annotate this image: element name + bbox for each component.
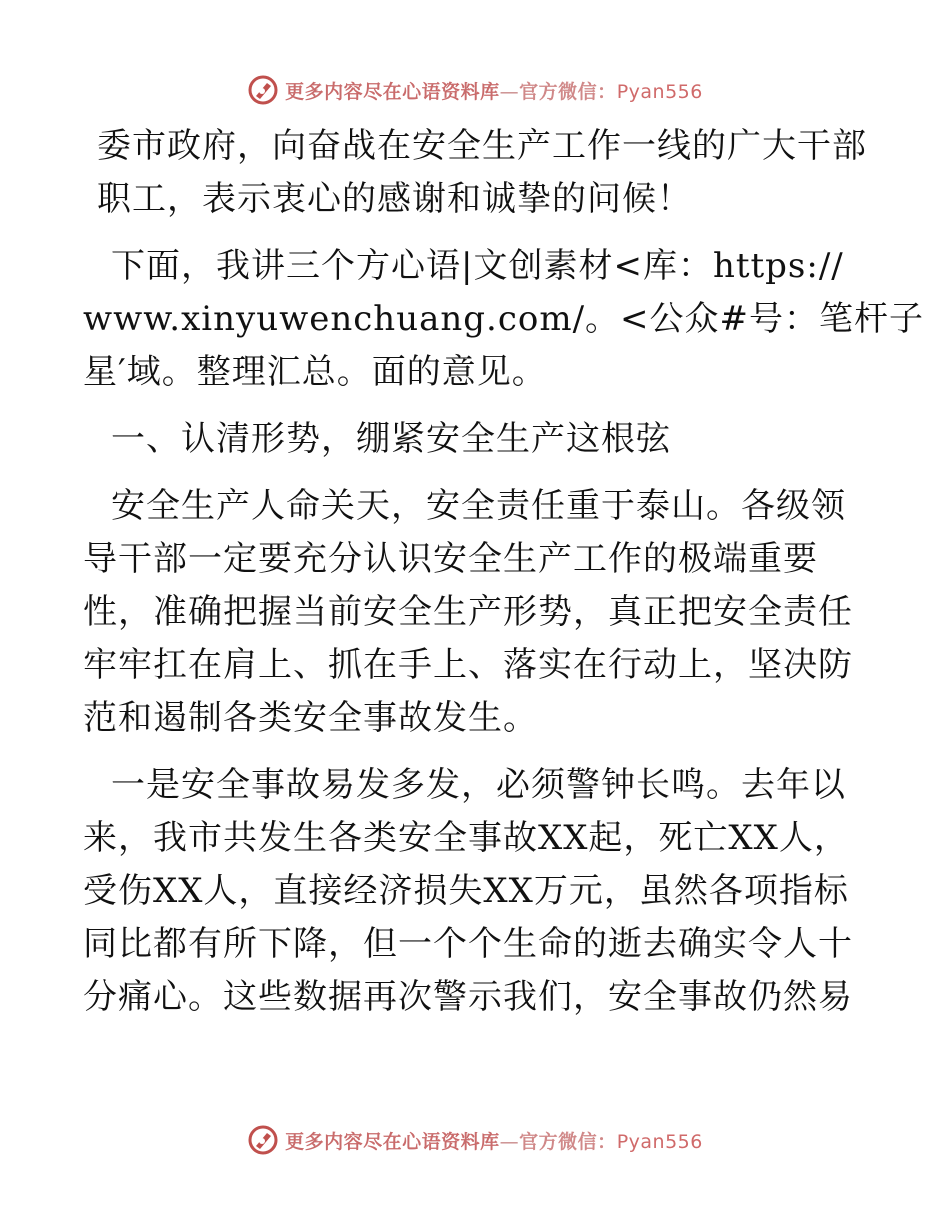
- paragraph-4: [83, 759, 857, 1024]
- text-line: 一是安全事故易发多发，必须警钟长鸣。去年以: [111, 765, 846, 805]
- text-line: 受伤XX人，直接经济损失XX万元，虽然各项指标: [83, 871, 849, 911]
- text-line: 职工，表示衷心的感谢和诚挚的问候！: [97, 179, 692, 219]
- text-line: 来，我市共发生各类安全事故XX起，死亡XX人，: [83, 818, 849, 858]
- brand-logo-icon: [247, 74, 279, 106]
- text-line: 下面，我讲三个方心语|文创素材<库：https://: [111, 246, 844, 286]
- text-line: 分痛心。这些数据再次警示我们，安全事故仍然易: [83, 977, 853, 1017]
- watermark-text: 更多内容尽在心语资料库—官方微信：Pyan556: [285, 1130, 703, 1153]
- footer-watermark: [0, 1120, 950, 1160]
- text-line: 导干部一定要充分认识安全生产工作的极端重要: [83, 539, 818, 579]
- text-line: 安全生产人命关天，安全责任重于泰山。各级领: [111, 486, 846, 526]
- text-line: 性，准确把握当前安全生产形势，真正把安全责任: [83, 592, 853, 632]
- text-line: 牢牢扛在肩上、抓在手上、落实在行动上，坚决防: [83, 645, 853, 685]
- text-line: 委市政府，向奋战在安全生产工作一线的广大干部: [97, 126, 867, 166]
- paragraph-3: [83, 480, 857, 745]
- section-heading: [97, 413, 857, 466]
- text-line: 范和遏制各类安全事故发生。: [83, 698, 538, 738]
- watermark-text: 更多内容尽在心语资料库—官方微信：Pyan556: [285, 80, 703, 103]
- brand-logo-icon: [247, 1124, 279, 1156]
- document-body: [83, 120, 925, 1038]
- paragraph-1: [97, 120, 867, 226]
- text-line: 同比都有所下降，但一个个生命的逝去确实令人十: [83, 924, 853, 964]
- header-watermark: [0, 70, 950, 110]
- paragraph-2: [83, 240, 925, 399]
- text-line: www.xinyuwenchuang.com/。<公众#号：笔杆子: [83, 299, 925, 339]
- text-line: 一、认清形势，绷紧安全生产这根弦: [111, 419, 671, 459]
- text-line: 星′域。整理汇总。面的意见。: [83, 352, 547, 392]
